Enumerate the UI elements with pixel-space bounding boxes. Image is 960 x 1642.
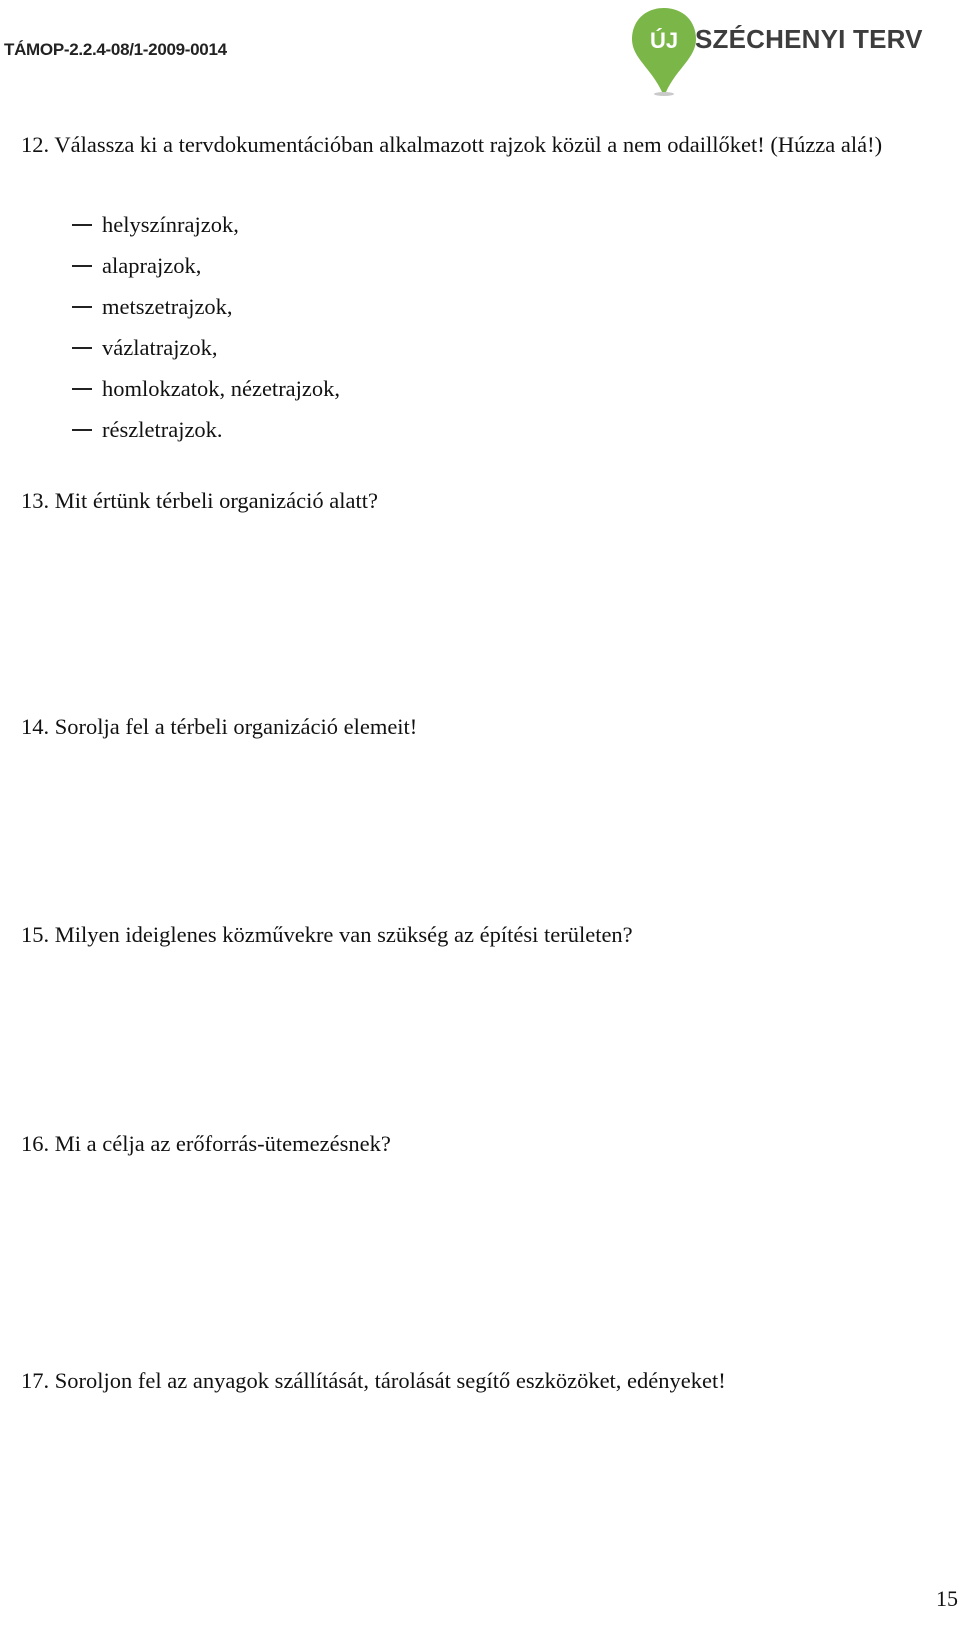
dash-bullet-icon [72, 306, 92, 308]
dash-bullet-icon [72, 429, 92, 431]
option-label: helyszínrajzok, [102, 212, 239, 237]
dash-bullet-icon [72, 265, 92, 267]
option-label: vázlatrajzok, [102, 335, 218, 360]
option-label: metszetrajzok, [102, 294, 233, 319]
option-item [72, 374, 340, 404]
option-item [72, 210, 239, 240]
question-14: 14. Sorolja fel a térbeli organizáció elemeit! [21, 714, 418, 739]
option-label: alaprajzok, [102, 253, 202, 278]
question-17: 17. Soroljon fel az anyagok szállítását, tárolását segítő eszközöket, edényeket! [21, 1368, 726, 1393]
logo-pin-text: ÚJ [649, 28, 679, 53]
question-12: 12. Válassza ki a tervdokumentációban alkalmazott rajzok közül a nem odaillőket! (Húzza alá!) [21, 132, 883, 157]
map-pin-icon [629, 6, 699, 96]
szechenyi-terv-logo [629, 6, 929, 96]
option-item [72, 333, 218, 363]
question-15: 15. Milyen ideiglenes közművekre van szükség az építési területen? [21, 922, 633, 947]
option-item [72, 292, 233, 322]
dash-bullet-icon [72, 224, 92, 226]
option-label: homlokzatok, nézetrajzok, [102, 376, 341, 401]
dash-bullet-icon [72, 347, 92, 349]
project-code: TÁMOP-2.2.4-08/1-2009-0014 [4, 40, 227, 59]
question-16: 16. Mi a célja az erőforrás-ütemezésnek? [21, 1131, 391, 1156]
question-13: 13. Mit értünk térbeli organizáció alatt? [21, 488, 378, 513]
logo-text: SZÉCHENYI TERV [695, 24, 923, 54]
page-number: 15 [936, 1586, 958, 1611]
option-item [72, 251, 201, 281]
option-label: részletrajzok. [102, 417, 223, 442]
option-item [72, 415, 223, 445]
dash-bullet-icon [72, 388, 92, 390]
